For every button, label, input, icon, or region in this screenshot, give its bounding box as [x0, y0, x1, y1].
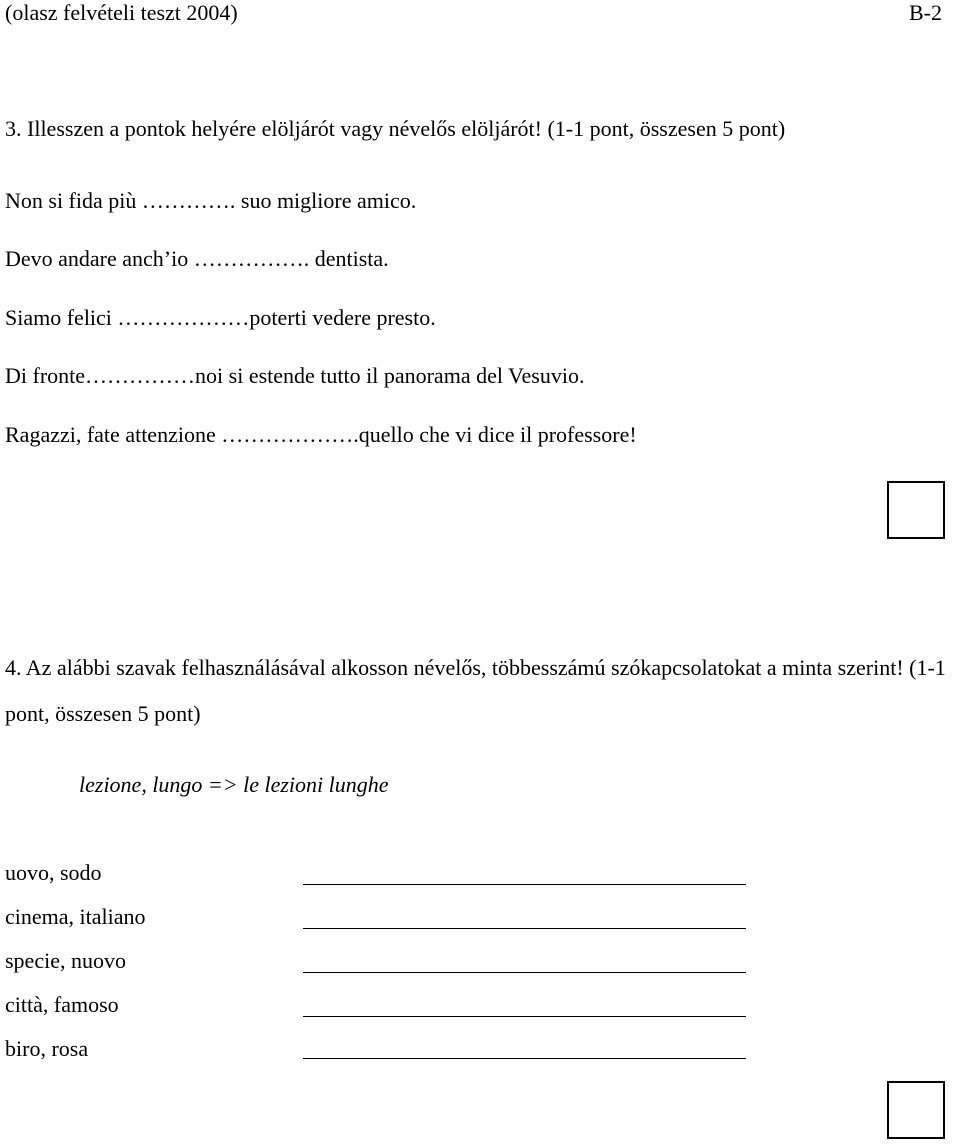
task4-word-1: uovo, sodo — [5, 860, 102, 885]
task4-word-5: biro, rosa — [5, 1036, 89, 1061]
task4-answer-line-1[interactable] — [303, 884, 746, 885]
task3-sentence-1: Non si fida più …………. suo migliore amico. — [5, 188, 417, 213]
task4-word-2: cinema, italiano — [5, 904, 146, 929]
task4-word-4: città, famoso — [5, 992, 119, 1017]
page-code: B-2 — [909, 0, 942, 25]
task4-instruction: 4. Az alábbi szavak felhasználásával alkosson névelős, többesszámú szókapcsolatokat a minta szerint! (1-1 pont, összesen 5 pont) — [5, 655, 946, 726]
task3-sentence-3: Siamo felici ………………poterti vedere presto. — [5, 305, 436, 330]
task4-example: lezione, lungo => le lezioni lunghe — [79, 772, 389, 797]
task3-score-box[interactable] — [887, 481, 945, 539]
task3-sentence-4: Di fronte……………noi si estende tutto il panorama del Vesuvio. — [5, 363, 585, 388]
task4-answer-line-2[interactable] — [303, 928, 746, 929]
task4-answer-line-5[interactable] — [303, 1058, 746, 1059]
task4-word-3: specie, nuovo — [5, 948, 126, 973]
task3-instruction: 3. Illesszen a pontok helyére elöljárót vagy névelős elöljárót! (1-1 pont, összesen 5 pont) — [5, 116, 786, 141]
task4-answer-line-3[interactable] — [303, 972, 746, 973]
task3-sentence-2: Devo andare anch’io ……………. dentista. — [5, 246, 389, 271]
task4-answer-line-4[interactable] — [303, 1016, 746, 1017]
task4-score-box[interactable] — [887, 1081, 945, 1139]
task3-sentence-5: Ragazzi, fate attenzione ……………….quello che vi dice il professore! — [5, 422, 637, 447]
header-title: (olasz felvételi teszt 2004) — [5, 0, 238, 25]
